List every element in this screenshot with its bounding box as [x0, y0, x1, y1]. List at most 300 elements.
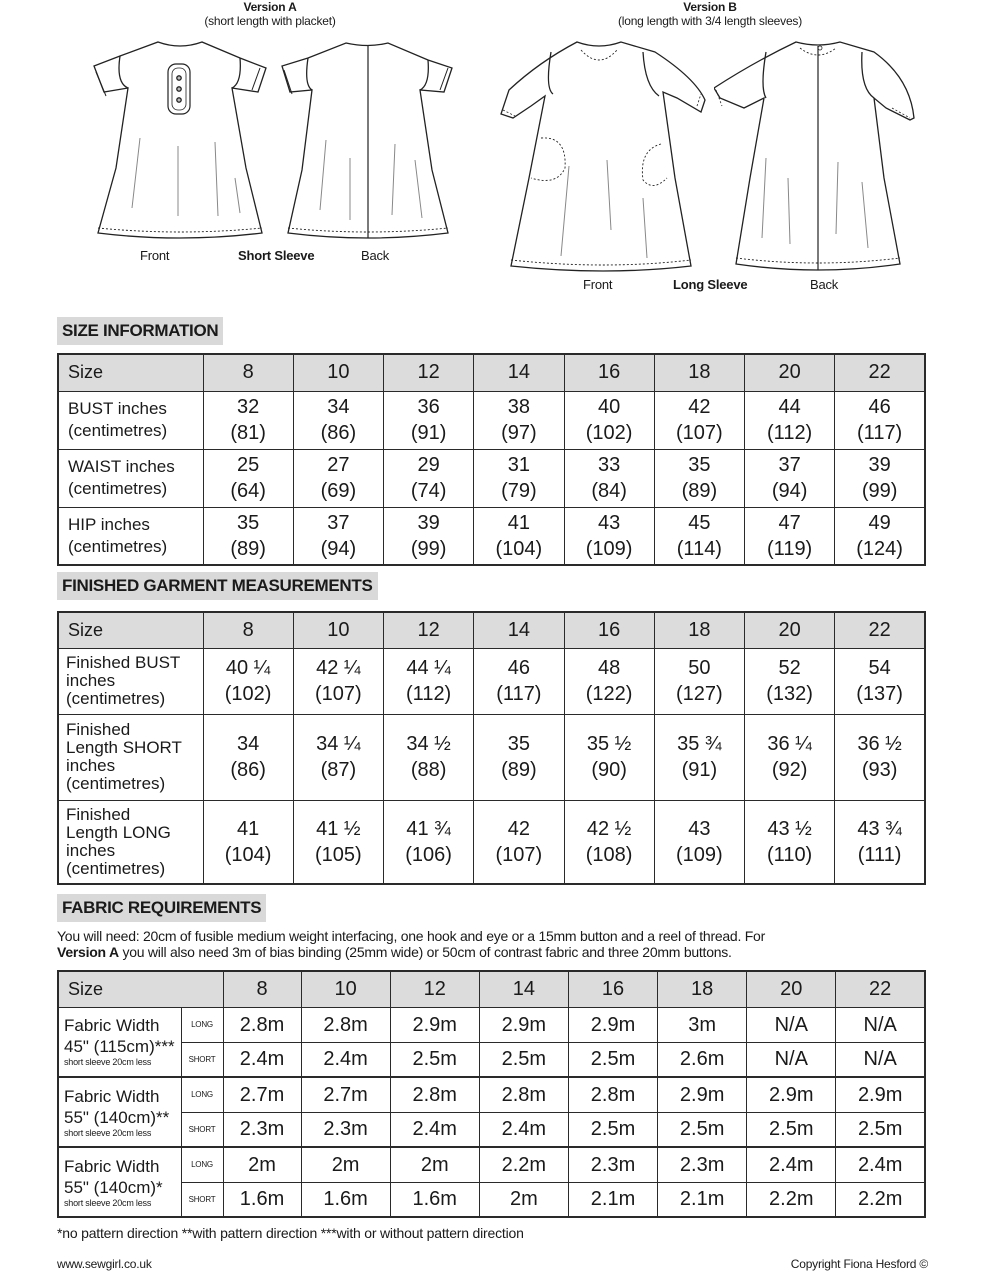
size-header-cell: 8	[203, 354, 293, 391]
cm-value: (87)	[320, 759, 357, 781]
fabric-amount-cell: 2.4m	[836, 1147, 925, 1182]
cm-value: (107)	[315, 683, 362, 705]
cm-value: (104)	[224, 843, 272, 866]
measurement-cell	[203, 800, 293, 884]
size-header-cell: 14	[479, 971, 568, 1007]
fabric-amount-cell: 2.7m	[223, 1077, 301, 1112]
version-b-heading	[560, 0, 860, 29]
row-label-unit: (centimetres)	[68, 479, 168, 498]
size-header-cell: 22	[835, 612, 925, 648]
fabric-amount-cell: 2.4m	[479, 1112, 568, 1147]
finished-row	[58, 800, 925, 884]
size-header-cell: 20	[745, 354, 835, 391]
row-label-line: inches	[66, 671, 116, 690]
fabric-width-title: Fabric Width	[64, 1086, 160, 1106]
inches-value: 41 ¾	[406, 817, 451, 840]
finished-row	[58, 648, 925, 714]
measurement-cell	[293, 449, 383, 507]
cm-value: (89)	[230, 537, 266, 560]
fabric-amount-cell: 2.1m	[658, 1182, 747, 1217]
cm-value: (107)	[495, 843, 543, 866]
inches-value: 43	[688, 817, 711, 840]
fabric-amount-cell: 3m	[658, 1007, 747, 1042]
size-header-cell: 20	[745, 612, 835, 648]
version-a-front-caption: Front	[140, 248, 170, 263]
measurement-cell	[564, 449, 654, 507]
row-label-line: Length LONG	[66, 822, 171, 842]
measurement-cell	[654, 449, 744, 507]
finished-garment-table	[57, 611, 926, 885]
fabric-amount-cell: 2.8m	[390, 1077, 479, 1112]
measurement-cell	[474, 507, 564, 565]
fabric-amount-cell: 2.3m	[568, 1147, 657, 1182]
inches-value: 43	[598, 511, 621, 534]
finished-row	[58, 714, 925, 800]
measurement-cell	[564, 507, 654, 565]
size-header-cell: 14	[474, 354, 564, 391]
size-information-heading: SIZE INFORMATION	[57, 317, 223, 345]
fabric-amount-cell: 2.8m	[301, 1007, 390, 1042]
row-label-measure: HIP inches	[68, 514, 150, 534]
version-b-subtitle: (long length with 3/4 length sleeves)	[617, 14, 803, 28]
copyright-text: Copyright Fiona Hesford ©	[790, 1257, 928, 1271]
cm-value: (107)	[676, 422, 723, 444]
cm-value: (99)	[861, 480, 898, 502]
size-header-cell: 14	[474, 612, 564, 648]
inches-value: 35	[688, 454, 711, 476]
fabric-amount-cell: 2.8m	[223, 1007, 301, 1042]
inches-value: 34 ¼	[316, 733, 361, 755]
size-header-cell: 18	[654, 354, 744, 391]
long-variant-label: LONG	[181, 1147, 223, 1182]
inches-value: 46	[507, 657, 530, 679]
row-label	[58, 714, 203, 800]
row-label	[58, 800, 203, 884]
inches-value: 25	[237, 454, 260, 476]
inches-value: 34 ½	[406, 733, 451, 755]
inches-value: 29	[417, 454, 440, 476]
inches-value: 44	[778, 396, 801, 418]
fabric-amount-cell: 2m	[301, 1147, 390, 1182]
row-label	[58, 449, 203, 507]
cm-value: (89)	[501, 759, 537, 781]
inches-value: 42	[688, 396, 711, 418]
version-b-front-caption: Front	[583, 277, 613, 292]
version-a-sleeve-caption: Short Sleeve	[238, 248, 315, 263]
fabric-amount-cell: 2.7m	[301, 1077, 390, 1112]
row-label-measure: BUST inches	[68, 399, 167, 418]
measurement-cell	[564, 391, 654, 449]
measurement-cell	[835, 800, 925, 884]
cm-value: (112)	[767, 422, 813, 444]
fabric-amount-cell: 2.2m	[479, 1147, 568, 1182]
cm-value: (132)	[766, 683, 813, 705]
fabric-row-short	[58, 1112, 925, 1147]
cm-value: (117)	[857, 422, 903, 444]
cm-value: (79)	[501, 480, 537, 502]
measurement-cell	[745, 391, 835, 449]
cm-value: (124)	[856, 537, 903, 560]
fabric-header-row	[58, 971, 925, 1007]
measurement-cell	[293, 714, 383, 800]
fabric-amount-cell: N/A	[836, 1007, 925, 1042]
measurement-cell	[654, 507, 744, 565]
short-variant-label: SHORT	[181, 1042, 223, 1077]
size-header-cell: 16	[568, 971, 657, 1007]
size-header-cell: 22	[836, 971, 925, 1007]
row-label	[58, 391, 203, 449]
measurement-cell	[745, 648, 835, 714]
inches-value: 34	[237, 733, 260, 755]
fabric-width-label	[58, 1147, 181, 1217]
inches-value: 52	[778, 657, 801, 679]
website-link[interactable]: www.sewgirl.co.uk	[57, 1257, 152, 1271]
fabric-footnote: *no pattern direction **with pattern direction ***with or without pattern direction	[57, 1225, 524, 1241]
cm-value: (92)	[771, 759, 808, 781]
measurement-cell	[293, 391, 383, 449]
measurement-cell	[384, 507, 474, 565]
cm-value: (94)	[320, 537, 357, 560]
fabric-width-label	[58, 1007, 181, 1077]
inches-value: 41	[507, 511, 530, 534]
size-header-cell: 10	[293, 354, 383, 391]
fabric-width-value: 55" (140cm)**	[64, 1107, 170, 1127]
measurement-cell	[745, 800, 835, 884]
fabric-amount-cell: 2.5m	[836, 1112, 925, 1147]
size-header-cell: 18	[658, 971, 747, 1007]
measurement-cell	[745, 449, 835, 507]
fabric-width-value: 55" (140cm)*	[64, 1177, 163, 1197]
measurement-cell	[835, 648, 925, 714]
inches-value: 41 ½	[316, 817, 361, 840]
fabric-amount-cell: 2.9m	[658, 1077, 747, 1112]
measurement-cell	[835, 507, 925, 565]
measurement-cell	[203, 648, 293, 714]
cm-value: (90)	[591, 759, 627, 781]
size-header-cell: 12	[384, 354, 474, 391]
cm-value: (74)	[410, 480, 447, 502]
size-information-table	[57, 353, 926, 566]
size-header-cell: 12	[390, 971, 479, 1007]
fabric-amount-cell: 1.6m	[223, 1182, 301, 1217]
row-label-line: (centimetres)	[66, 858, 166, 878]
cm-value: (89)	[681, 480, 718, 502]
cm-value: (117)	[496, 683, 542, 705]
inches-value: 31	[507, 454, 530, 476]
measurement-cell	[293, 800, 383, 884]
fabric-width-title: Fabric Width	[64, 1156, 160, 1176]
measurement-cell	[654, 391, 744, 449]
fabric-row-short	[58, 1182, 925, 1217]
cm-value: (122)	[585, 683, 633, 705]
cm-value: (112)	[406, 683, 452, 705]
fabric-amount-cell: 2.9m	[390, 1007, 479, 1042]
measurement-cell	[654, 648, 744, 714]
row-label-line: inches	[66, 756, 116, 775]
size-header-cell: 16	[564, 612, 654, 648]
row-label	[58, 507, 203, 565]
finished-header-row	[58, 612, 925, 648]
cm-value: (110)	[767, 843, 813, 866]
measurement-cell	[203, 507, 293, 565]
version-b-back-drawing	[714, 38, 924, 273]
version-b-front-drawing	[495, 38, 715, 273]
fabric-amount-cell: 2.9m	[747, 1077, 836, 1112]
size-info-row	[58, 507, 925, 565]
measurement-cell	[293, 507, 383, 565]
inches-value: 35 ¾	[677, 733, 722, 755]
fabric-amount-cell: 2.2m	[836, 1182, 925, 1217]
inches-value: 41	[237, 817, 260, 840]
version-b-back-caption: Back	[810, 277, 839, 292]
version-a-back-drawing	[280, 40, 455, 245]
row-label-unit: (centimetres)	[68, 421, 168, 440]
inches-value: 36 ¼	[767, 733, 812, 755]
fabric-width-note: short sleeve 20cm less	[64, 1057, 152, 1068]
fabric-requirements-heading: FABRIC REQUIREMENTS	[57, 894, 266, 922]
fabric-amount-cell: 2.4m	[223, 1042, 301, 1077]
size-header-label: Size	[58, 354, 203, 391]
measurement-cell	[384, 714, 474, 800]
row-label-unit: (centimetres)	[68, 536, 168, 556]
fabric-amount-cell: 2.5m	[747, 1112, 836, 1147]
cm-value: (84)	[591, 480, 627, 502]
fabric-row-short	[58, 1042, 925, 1077]
fabric-amount-cell: 2m	[479, 1182, 568, 1217]
fabric-amount-cell: 2.1m	[568, 1182, 657, 1217]
measurement-cell	[293, 648, 383, 714]
version-a-heading	[150, 0, 390, 29]
cm-value: (111)	[857, 843, 902, 866]
measurement-cell	[745, 714, 835, 800]
version-a-front-drawing	[90, 38, 270, 243]
inches-value: 43 ¾	[857, 817, 902, 840]
cm-value: (69)	[320, 480, 357, 502]
cm-value: (64)	[230, 480, 266, 502]
cm-value: (86)	[230, 759, 266, 781]
measurement-cell	[835, 449, 925, 507]
row-label	[58, 648, 203, 714]
version-a-back-caption: Back	[361, 248, 390, 263]
cm-value: (99)	[410, 537, 447, 560]
fabric-amount-cell: 2.5m	[568, 1112, 657, 1147]
cm-value: (104)	[495, 537, 543, 560]
finished-garment-heading: FINISHED GARMENT MEASUREMENTS	[57, 572, 378, 600]
measurement-cell	[384, 800, 474, 884]
inches-value: 36 ½	[857, 733, 902, 755]
measurement-cell	[474, 648, 564, 714]
measurement-cell	[835, 391, 925, 449]
row-label-line: Finished	[66, 720, 131, 739]
fabric-requirements-table	[57, 970, 926, 1218]
inches-value: 35	[507, 733, 530, 755]
inches-value: 34	[327, 396, 350, 418]
measurement-cell	[564, 714, 654, 800]
fabric-amount-cell: N/A	[836, 1042, 925, 1077]
measurement-cell	[474, 449, 564, 507]
measurement-cell	[203, 449, 293, 507]
row-label-line: Length SHORT	[66, 738, 182, 757]
cm-value: (108)	[585, 843, 633, 866]
fabric-amount-cell: 2.9m	[568, 1007, 657, 1042]
cm-value: (114)	[676, 537, 722, 560]
measurement-cell	[835, 714, 925, 800]
fabric-amount-cell: 2.3m	[658, 1147, 747, 1182]
fabric-amount-cell: N/A	[747, 1042, 836, 1077]
fabric-width-note: short sleeve 20cm less	[64, 1127, 152, 1138]
fabric-amount-cell: 2.3m	[223, 1112, 301, 1147]
measurement-cell	[474, 391, 564, 449]
fabric-amount-cell: 2.3m	[301, 1112, 390, 1147]
size-header-cell: 12	[384, 612, 474, 648]
row-label-line: Finished BUST	[66, 653, 181, 672]
inches-value: 37	[778, 454, 801, 476]
measurement-cell	[564, 648, 654, 714]
inches-value: 39	[417, 511, 440, 534]
size-header-cell: 16	[564, 354, 654, 391]
row-label-line: (centimetres)	[66, 689, 166, 708]
inches-value: 37	[327, 511, 350, 534]
inches-value: 44 ¼	[406, 657, 451, 679]
cm-value: (109)	[585, 537, 633, 560]
cm-value: (86)	[320, 422, 357, 444]
long-variant-label: LONG	[181, 1007, 223, 1042]
fabric-amount-cell: N/A	[747, 1007, 836, 1042]
finished-header-label: Size	[58, 612, 203, 648]
inches-value: 47	[778, 511, 801, 534]
fabric-intro-text	[57, 928, 937, 960]
cm-value: (137)	[856, 683, 903, 705]
cm-value: (127)	[676, 683, 723, 705]
measurement-cell	[745, 507, 835, 565]
size-header-cell: 22	[835, 354, 925, 391]
size-header-cell: 10	[293, 612, 383, 648]
cm-value: (93)	[861, 759, 898, 781]
fabric-amount-cell: 2.4m	[301, 1042, 390, 1077]
inches-value: 32	[237, 396, 260, 418]
fabric-header-label: Size	[58, 971, 223, 1007]
cm-value: (88)	[410, 759, 447, 781]
inches-value: 36	[417, 396, 440, 418]
fabric-intro-line-2: you will also need 3m of bias binding (25mm wide) or 50cm of contrast fabric and three 20mm buttons.	[118, 944, 732, 960]
fabric-amount-cell: 2.5m	[568, 1042, 657, 1077]
cm-value: (109)	[676, 843, 723, 866]
inches-value: 35	[237, 511, 260, 534]
inches-value: 50	[688, 657, 711, 679]
measurement-cell	[654, 800, 744, 884]
inches-value: 40 ¼	[225, 657, 271, 679]
measurement-cell	[474, 714, 564, 800]
inches-value: 39	[868, 454, 891, 476]
fabric-amount-cell: 2.9m	[479, 1007, 568, 1042]
size-info-row	[58, 449, 925, 507]
inches-value: 27	[327, 454, 350, 476]
inches-value: 33	[598, 454, 621, 476]
fabric-row-long	[58, 1077, 925, 1112]
fabric-width-note: short sleeve 20cm less	[64, 1197, 152, 1208]
fabric-amount-cell: 2.2m	[747, 1182, 836, 1217]
measurement-cell	[384, 449, 474, 507]
measurement-cell	[203, 391, 293, 449]
size-header-row	[58, 354, 925, 391]
row-label-line: inches	[66, 840, 116, 860]
size-header-cell: 20	[747, 971, 836, 1007]
cm-value: (91)	[681, 759, 718, 781]
cm-value: (81)	[230, 422, 266, 444]
cm-value: (119)	[767, 537, 813, 560]
short-variant-label: SHORT	[181, 1182, 223, 1217]
size-header-cell: 8	[203, 612, 293, 648]
inches-value: 48	[598, 657, 621, 679]
fabric-intro-bold: Version A	[57, 944, 119, 960]
inches-value: 42 ½	[586, 817, 632, 840]
long-variant-label: LONG	[181, 1077, 223, 1112]
fabric-amount-cell: 1.6m	[301, 1182, 390, 1217]
fabric-row-long	[58, 1147, 925, 1182]
short-variant-label: SHORT	[181, 1112, 223, 1147]
cm-value: (91)	[410, 422, 447, 444]
size-header-cell: 10	[301, 971, 390, 1007]
fabric-amount-cell: 2.9m	[836, 1077, 925, 1112]
cm-value: (102)	[585, 422, 633, 444]
measurement-cell	[474, 800, 564, 884]
fabric-width-value: 45" (115cm)***	[64, 1037, 175, 1057]
version-b-sleeve-caption: Long Sleeve	[673, 277, 748, 292]
fabric-row-long	[58, 1007, 925, 1042]
inches-value: 43 ½	[767, 817, 812, 840]
measurement-cell	[384, 391, 474, 449]
fabric-width-label	[58, 1077, 181, 1147]
measurement-cell	[384, 648, 474, 714]
cm-value: (102)	[224, 683, 272, 705]
inches-value: 46	[868, 396, 891, 418]
cm-value: (106)	[405, 843, 452, 866]
measurement-cell	[564, 800, 654, 884]
cm-value: (105)	[315, 843, 362, 866]
fabric-amount-cell: 1.6m	[390, 1182, 479, 1217]
fabric-amount-cell: 2m	[390, 1147, 479, 1182]
row-label-measure: WAIST inches	[68, 457, 175, 476]
fabric-amount-cell: 2.6m	[658, 1042, 747, 1077]
inches-value: 38	[507, 396, 530, 418]
fabric-amount-cell: 2.5m	[658, 1112, 747, 1147]
row-label-line: Finished	[66, 804, 131, 824]
fabric-intro-line-1: You will need: 20cm of fusible medium weight interfacing, one hook and eye or a 15mm button and a reel of thread. For	[57, 928, 765, 944]
inches-value: 49	[868, 511, 891, 534]
inches-value: 40	[598, 396, 621, 418]
cm-value: (94)	[771, 480, 808, 502]
measurement-cell	[654, 714, 744, 800]
inches-value: 45	[688, 511, 711, 534]
fabric-amount-cell: 2.8m	[479, 1077, 568, 1112]
fabric-amount-cell: 2.5m	[479, 1042, 568, 1077]
fabric-amount-cell: 2m	[223, 1147, 301, 1182]
version-a-title: Version A	[243, 0, 297, 14]
fabric-amount-cell: 2.4m	[747, 1147, 836, 1182]
version-b-title: Version B	[683, 0, 737, 14]
size-header-cell: 8	[223, 971, 301, 1007]
inches-value: 35 ½	[586, 733, 632, 755]
cm-value: (97)	[501, 422, 537, 444]
version-a-subtitle: (short length with placket)	[204, 14, 336, 28]
inches-value: 42 ¼	[316, 657, 361, 679]
fabric-amount-cell: 2.5m	[390, 1042, 479, 1077]
fabric-amount-cell: 2.8m	[568, 1077, 657, 1112]
inches-value: 42	[507, 817, 530, 840]
size-info-row	[58, 391, 925, 449]
measurement-cell	[203, 714, 293, 800]
fabric-amount-cell: 2.4m	[390, 1112, 479, 1147]
